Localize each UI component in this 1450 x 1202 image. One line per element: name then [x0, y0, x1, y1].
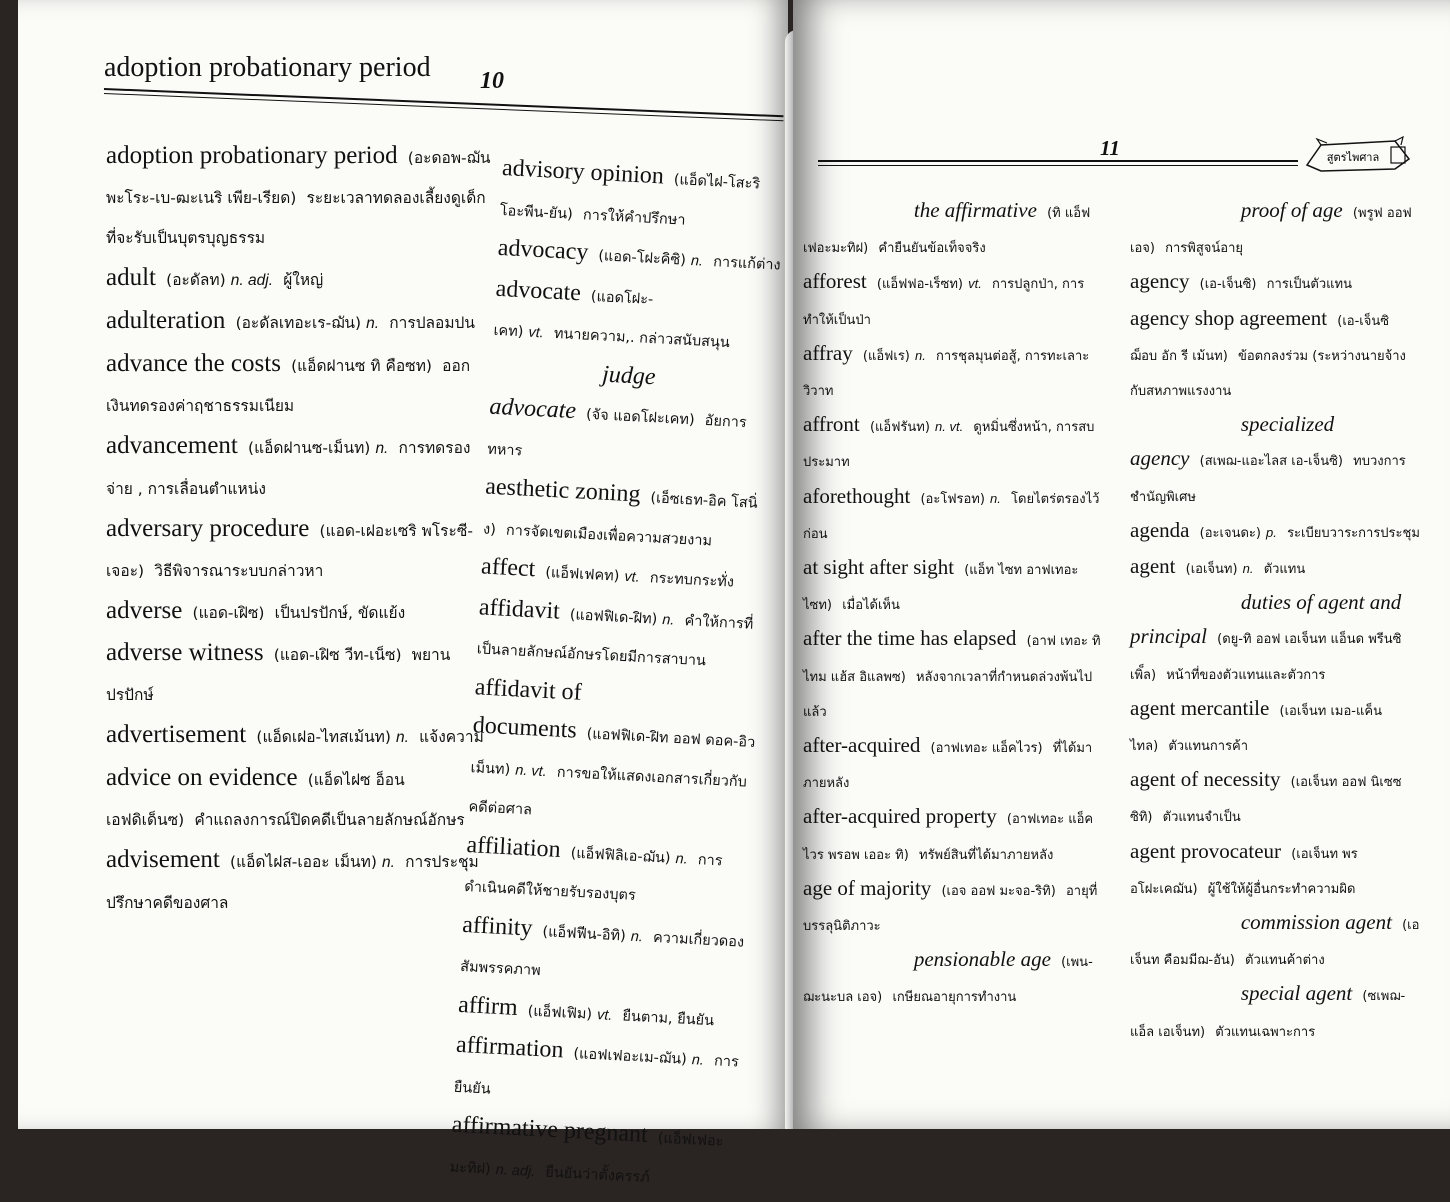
pronunciation: (แอด-เฝิซ) — [192, 604, 265, 622]
pronunciation: (แอ็ดไฝซ อ็อน เอฟดิเด็นซ) — [106, 771, 405, 829]
dictionary-entry — [106, 258, 491, 301]
pronunciation: (แอ็ฟเฟิม) — [527, 1002, 593, 1023]
dictionary-entry — [803, 408, 1103, 479]
dictionary-entry — [453, 1027, 742, 1122]
part-of-speech: vt. — [623, 568, 641, 586]
dictionary-entry — [803, 622, 1103, 729]
dictionary-entry — [1130, 586, 1420, 692]
pronunciation: (อะดัลเทอะเร-ฌัน) — [235, 314, 362, 332]
part-of-speech: n. vt. — [935, 419, 964, 435]
headword: advisory opinion — [501, 154, 665, 190]
pronunciation: (เพน-ฌะนะบล เอจ) — [803, 955, 1093, 1006]
thai-definition: ทบวงการชำนัญพิเศษ — [1130, 454, 1406, 505]
pronunciation: (แอฟเฟอะเม-ฌัน) — [573, 1045, 688, 1068]
part-of-speech: n. — [914, 347, 926, 363]
headword: advance the costs — [106, 350, 281, 377]
dictionary-entry — [468, 669, 761, 842]
pronunciation: (เอเจ็นท พรอโฝะเคฌัน) — [1130, 846, 1358, 897]
part-of-speech: n. adj. — [495, 1161, 536, 1180]
publisher-logo — [1303, 135, 1413, 175]
headword: adulteration — [106, 307, 226, 334]
thai-definition: ความเกี่ยวดองสัมพรรคภาพ — [459, 929, 745, 980]
dictionary-entry — [459, 906, 748, 1001]
pronunciation: (ซเพฌ-แอ็ล เอเจ็นท) — [1130, 989, 1406, 1040]
thai-definition: คำให้การที่เป็นลายลักษณ์อักษรโดยมีการสาบาน — [476, 612, 754, 670]
dictionary-entry — [493, 270, 782, 365]
thai-definition: การปลอมปน — [389, 314, 475, 332]
headword: aesthetic zoning — [484, 473, 642, 508]
thai-definition: ผู้ใหญ่ — [283, 271, 324, 289]
pronunciation: (แอด-เฝอะเซริ พโระซี-เจอะ) — [106, 522, 473, 580]
headword: adoption probationary period — [106, 142, 398, 169]
headword: affiliation — [465, 831, 562, 863]
headword: advertisement — [106, 721, 247, 748]
thai-definition: ระยะเวลาทดลองเลี้ยงดูเด็กที่จะรับเป็นบุตรบุญธรรม — [106, 189, 486, 247]
thai-definition: ตัวแทนจำเป็น — [1162, 810, 1241, 826]
thai-definition: การดำเนินคดีให้ชายรับรองบุตร — [463, 851, 723, 904]
headword: affidavit — [478, 593, 561, 625]
pronunciation: (อะเจนดะ) — [1199, 525, 1261, 541]
part-of-speech: n. — [691, 1052, 705, 1069]
pronunciation: (เอจ ออฟ มะจอ-ริทิ) — [941, 883, 1056, 899]
header-rule-right-thin — [818, 165, 1298, 166]
headword: affirm — [457, 991, 519, 1021]
part-of-speech: n. — [630, 928, 644, 945]
dictionary-entry — [106, 426, 491, 509]
dictionary-entry — [476, 589, 765, 684]
headword: agent mercantile — [1130, 695, 1270, 720]
thai-definition: การแก้ต่าง — [712, 254, 782, 274]
thai-definition: ที่ได้มาภายหลัง — [803, 741, 1093, 792]
pronunciation: (แอด-เฝิซ วีท-เน็ซ) — [273, 646, 402, 664]
headword: agenda — [1130, 517, 1190, 542]
right-column-2 — [1130, 194, 1420, 1049]
thai-definition: อัยการทหาร — [486, 412, 748, 459]
sub-headword: judge advocate — [488, 361, 657, 425]
thai-definition: คำยืนยันข้อเท็จจริง — [878, 241, 986, 257]
dictionary-entry — [1130, 692, 1420, 763]
dictionary-entry — [803, 872, 1103, 943]
dictionary-entry — [482, 469, 771, 564]
dictionary-entry — [803, 551, 1103, 622]
pronunciation: (แอด-โฝะคิซิ) — [597, 248, 687, 269]
pronunciation: (แอดโฝะ-เคท) — [493, 288, 654, 341]
headword: affirmation — [455, 1031, 565, 1064]
pronunciation: (เอ็ซเธท-อิค โสนิ่ง) — [482, 490, 759, 538]
thai-definition: โดยไตร่ตรองไว้ก่อน — [803, 491, 1100, 542]
part-of-speech: n. — [375, 440, 389, 457]
thai-definition: เกษียณอายุการทำงาน — [892, 990, 1017, 1006]
headword: after-acquired property — [803, 804, 997, 829]
part-of-speech: n. — [990, 490, 1001, 506]
thai-definition: วิธีพิจารณาระบบกล่าวหา — [154, 562, 324, 580]
pronunciation: (แอ็ดไฝส-เออะ เม็นท) — [230, 853, 377, 871]
thai-definition: การพิสูจน์อายุ — [1165, 241, 1244, 257]
dictionary-entry — [106, 509, 491, 591]
pronunciation: (แอ็ฟรันท) — [869, 420, 930, 436]
dictionary-entry — [106, 840, 491, 923]
headword: affect — [480, 553, 536, 583]
pronunciation: (อาฟเทอะ แอ็คไวร) — [930, 741, 1043, 757]
dictionary-entry — [803, 265, 1103, 336]
pronunciation: (เอเจ็นท) — [1185, 562, 1238, 578]
headword: after-acquired — [803, 733, 921, 758]
part-of-speech: n. — [366, 315, 380, 332]
dictionary-entry — [463, 827, 752, 922]
dictionary-entry — [1130, 550, 1420, 586]
pronunciation: (เอ-เจ็นซิ ฌ็อบ อัก รี เม้นท) — [1130, 313, 1390, 364]
dictionary-entry — [106, 633, 491, 715]
pronunciation: (สเพฌ-แอะไลส เอ-เจ็นซิ) — [1199, 454, 1343, 470]
running-head: adoption probationary period — [104, 52, 431, 83]
headword: adverse witness — [106, 639, 264, 666]
pronunciation: (พรูฟ ออฟ เอจ) — [1130, 206, 1412, 257]
thai-definition: ออกเงินทดรองค่าฤชาธรรมเนียม — [106, 357, 471, 415]
right-page — [793, 0, 1450, 1129]
dictionary-entry — [486, 350, 777, 483]
headword: afforest — [803, 269, 867, 294]
dictionary-entry — [106, 758, 491, 840]
thai-definition: คำแถลงการณ์ปิดคดีเป็นลายลักษณ์อักษร — [194, 811, 465, 829]
headword: aforethought — [803, 483, 911, 508]
thai-definition: ตัวแทน — [1263, 562, 1306, 578]
pronunciation: (แอ็ฟฟอ-เร็ซท) — [876, 277, 963, 293]
headword: advocate — [495, 275, 582, 306]
pronunciation: (แอ็ท ไซท อาฟเทอะ ไซท) — [803, 563, 1079, 614]
headword: agent of necessity — [1130, 767, 1281, 792]
dictionary-entry — [803, 194, 1103, 265]
sub-headword: proof of age — [1240, 198, 1343, 222]
headword: agency shop agreement — [1130, 305, 1328, 330]
pronunciation: (เอเจ็นท ออฟ นิเซซ ซิทิ) — [1130, 775, 1402, 826]
part-of-speech: n. — [396, 729, 409, 746]
headword: affirmative pregnant — [451, 1111, 649, 1148]
pronunciation: (เอเจ็นท คือมมีฌ-อัน) — [1130, 918, 1420, 969]
thai-definition: ตัวแทนเฉพาะการ — [1215, 1024, 1316, 1040]
sub-headword: the affirmative — [913, 198, 1037, 222]
headword: agency — [1130, 269, 1190, 294]
thai-definition: การทดรองจ่าย , การเลื่อนตำแหน่ง — [106, 439, 471, 498]
pronunciation: (แอ็ฟฟีน-อิทิ) — [542, 923, 627, 944]
headword: affidavit of documents — [472, 673, 583, 744]
headword: adversary procedure — [106, 515, 310, 542]
pronunciation: (แอ็ฟเฟคท) — [544, 564, 620, 585]
sub-headword: specialized agency — [1130, 412, 1335, 471]
pronunciation: (เอ-เจ็นซิ) — [1199, 277, 1257, 293]
part-of-speech: n. — [1242, 561, 1254, 577]
part-of-speech: vt. — [596, 1006, 613, 1024]
headword: advice on evidence — [106, 764, 298, 791]
thai-definition: การจัดเขตเมืองเพื่อความสวยงาม — [505, 522, 713, 549]
sub-headword: special agent — [1240, 981, 1353, 1006]
dictionary-entry — [1130, 514, 1420, 550]
headword: affront — [803, 412, 860, 437]
dictionary-entry — [449, 1107, 738, 1202]
headword: agent — [1130, 554, 1176, 579]
thai-definition: การเป็นตัวแทน — [1266, 277, 1352, 293]
headword: advocacy — [497, 234, 590, 266]
dictionary-entry — [803, 943, 1103, 1014]
dictionary-entry — [106, 344, 491, 426]
pronunciation: (แอ็ดเฝอ-ไทสเม้นท) — [256, 728, 391, 746]
thai-definition: ดูหมิ่นซึ่งหน้า, การสบประมาท — [803, 420, 1095, 471]
thai-definition: ผู้ใช้ให้ผู้อื่นกระทำความผิด — [1207, 881, 1356, 897]
thai-definition: เมื่อได้เห็น — [842, 598, 900, 614]
headword: adult — [106, 264, 156, 291]
pronunciation: (แอ็ดไฝ-โสะริ โอะพีน-ยัน) — [499, 171, 761, 223]
thai-definition: พยานปรปักษ์ — [106, 646, 451, 704]
dictionary-entry — [1130, 906, 1420, 977]
pronunciation: (อะโฟรอท) — [920, 491, 985, 507]
logo-text: สูตรไพศาล — [1326, 151, 1380, 164]
pronunciation: (แอ็ฟฟิลิเอ-ฌัน) — [570, 845, 671, 867]
thai-definition: การปลูกป่า, การทำให้เป็นป่า — [803, 277, 1085, 328]
pronunciation: (อาฟเทอะ แอ็คไวร พรอพ เออะ ทิ) — [803, 812, 1094, 863]
sub-headword: commission agent — [1240, 910, 1392, 935]
headword: after the time has elapsed — [803, 626, 1017, 651]
pronunciation: (แอฟฟิเด-ฝิท) — [569, 606, 658, 628]
part-of-speech: n. adj. — [230, 272, 274, 289]
pronunciation: (แอ็ฟเร) — [862, 348, 910, 364]
part-of-speech: n. — [382, 854, 395, 871]
thai-definition: ตัวแทนค้าต่าง — [1245, 953, 1325, 969]
pronunciation: (แอฟฟิเด-ฝิท ออฟ ดอค-อิวเม็นท) — [470, 726, 756, 778]
dictionary-entry — [106, 136, 491, 258]
headword: affray — [803, 340, 853, 365]
thai-definition: เป็นปรปักษ์, ขัดแย้ง — [274, 604, 406, 622]
dictionary-entry — [1130, 977, 1420, 1048]
thai-definition: หน้าที่ของตัวแทนและตัวการ — [1166, 667, 1326, 683]
part-of-speech: vt. — [528, 324, 545, 342]
thai-definition: การให้คำปรึกษา — [582, 206, 686, 229]
headword: advisement — [106, 846, 220, 873]
thai-definition: ยืนตาม, ยืนยัน — [622, 1007, 715, 1029]
dictionary-entry — [106, 591, 491, 633]
part-of-speech: n. — [690, 253, 704, 270]
dictionary-entry — [803, 337, 1103, 408]
header-rule-right — [818, 160, 1298, 162]
part-of-speech: n. vt. — [514, 762, 548, 780]
thai-definition: การขอให้แสดงเอกสารเกี่ยวกับคดีต่อศาล — [468, 764, 748, 819]
headword: age of majority — [803, 875, 932, 900]
left-page — [18, 0, 788, 1186]
dictionary-entry — [106, 715, 491, 758]
pronunciation: (จัจ แอดโฝะเคท) — [585, 406, 696, 429]
thai-definition: ตัวแทนการค้า — [1168, 739, 1249, 755]
pronunciation: (ดยู-ทิ ออฟ เอเจ็นท แอ็นด พรีนซิเพิ็ล) — [1130, 632, 1402, 683]
pronunciation: (อะดัลท) — [166, 271, 226, 289]
dictionary-entry — [1130, 408, 1420, 514]
pronunciation: (อาฟ เทอะ ทิ ไทม แฮ้ส อิแลพซ) — [803, 634, 1101, 685]
dictionary-entry — [803, 800, 1103, 871]
dictionary-entry — [1130, 265, 1420, 301]
headword: affinity — [461, 911, 534, 942]
headword: adverse — [106, 597, 183, 624]
thai-definition: กระทบกระทั่ง — [649, 570, 735, 591]
thai-definition: การยืนยัน — [453, 1053, 740, 1098]
thai-definition: ยืนยันว่าตั้งครรภ์ — [544, 1164, 651, 1186]
dictionary-entry — [1130, 835, 1420, 906]
sub-headword: pensionable age — [913, 947, 1051, 972]
pronunciation: (แอ็ดฝานซ-เม็นท) — [248, 439, 371, 457]
pronunciation: (อะดอพ-ฌันพะโระ-เบ-ฒะเนริ เพีย-เรียด) — [106, 149, 491, 207]
thai-definition: การชุลมุนต่อสู้, การทะเลาะวิวาท — [803, 348, 1090, 400]
dictionary-entry — [803, 480, 1103, 551]
thai-definition: อายุที่บรรลุนิติภาวะ — [803, 883, 1098, 935]
thai-definition: แจ้งความ — [419, 728, 484, 746]
pronunciation: (เอเจ็นท เมอ-แค็นไทล) — [1130, 703, 1382, 755]
thai-definition: ทนายความ,. กล่าวสนับสนุน — [553, 325, 731, 352]
headword: at sight after sight — [803, 555, 955, 580]
page-number-right: 11 — [1100, 136, 1120, 160]
thai-definition: ข้อตกลงร่วม (ระหว่างนายจ้างกับสหภาพแรงงาน — [1130, 348, 1406, 400]
dictionary-entry — [1130, 194, 1420, 265]
pronunciation: (ทิ แอ็ฟเฟอะมะทิฝ) — [803, 206, 1091, 257]
dictionary-entry — [106, 301, 491, 344]
left-column-1 — [106, 136, 491, 923]
sub-headword: duties of agent and principal — [1130, 590, 1402, 649]
thai-definition: ทรัพย์สินที่ได้มาภายหลัง — [919, 847, 1054, 863]
header-rule-thin — [104, 93, 783, 121]
page-number-left: 10 — [480, 68, 504, 94]
pronunciation: (แอ็ฟเฟอะมะทิฝ) — [449, 1130, 724, 1178]
part-of-speech: n. — [661, 611, 675, 629]
part-of-speech: vt. — [968, 276, 982, 292]
pronunciation: (แอ็ดฝานซ ทิ คือซท) — [291, 357, 432, 375]
headword: advancement — [106, 432, 238, 459]
thai-definition: ระเบียบวาระการประชุม — [1287, 525, 1420, 541]
headword: agent provocateur — [1130, 838, 1282, 863]
dictionary-entry — [803, 729, 1103, 800]
thai-definition: การประชุมปรึกษาคดีของศาล — [106, 853, 479, 912]
left-column-2 — [449, 150, 788, 1201]
header-rule — [104, 88, 784, 117]
thai-definition: หลังจากเวลาที่กำหนดล่วงพ้นไปแล้ว — [803, 669, 1093, 720]
part-of-speech: n. — [675, 850, 689, 868]
dictionary-entry — [499, 150, 788, 245]
dictionary-entry — [1130, 302, 1420, 409]
dictionary-entry — [1130, 763, 1420, 834]
right-column-1 — [803, 194, 1103, 1015]
part-of-speech: p. — [1266, 524, 1277, 540]
